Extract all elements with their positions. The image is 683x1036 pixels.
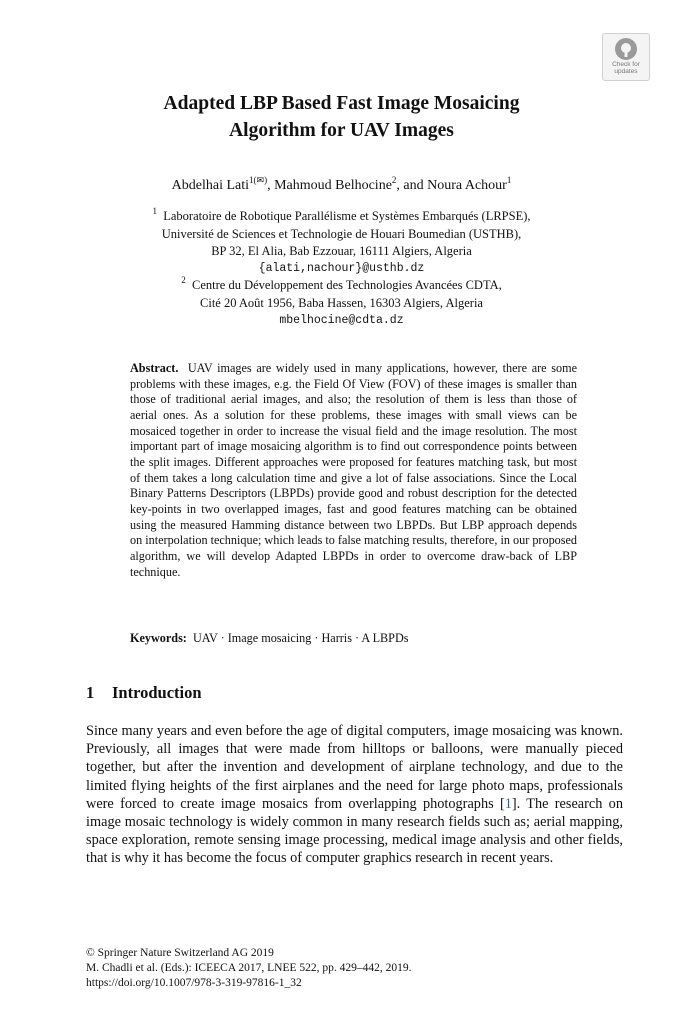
title-line-2: Algorithm for UAV Images <box>229 120 454 141</box>
badge-label-line2: updates <box>614 68 638 75</box>
check-for-updates-icon <box>614 37 638 61</box>
affiliation-1-line-1: $^1$ Laboratoire de Robotique Parallélisme et Systèmes Embarqués (LRPSE), <box>152 206 531 223</box>
intro-paragraph: Since many years and even before the age of digital computers, image mosaicing was known. Previously, all images that were made from hilltops or balloons, were manually pieced together, but after the invention and development of airplane technology, and due to the limited flying heights of the first airplanes and the need for large photo maps, professionals were forced to create image mosaics from overlapping photographs [1]. The research on image mosaic technology is widely common in many research fields such as; aerial mapping, space exploration, remote sensing image processing, medical image analysis and other fields, that is why it has become the focus of computer graphics research in recent years. <box>86 723 623 867</box>
affiliations <box>0 208 683 329</box>
copyright-line: © Springer Nature Switzerland AG 2019 <box>86 947 274 959</box>
affiliation-1-mark: 1 <box>152 206 157 216</box>
affiliation-2-line-2: Cité 20 Août 1956, Baba Hassen, 16303 Algiers, Algeria <box>200 296 483 310</box>
corresponding-author-icon: (✉) <box>253 175 268 185</box>
author-list <box>0 177 683 195</box>
badge-label-line1: Check for <box>612 61 640 68</box>
affiliation-1-line-3: BP 32, El Alia, Bab Ezzouar, 16111 Algiers, Algeria <box>211 244 472 258</box>
author-1: Abdelhai Lati <box>171 178 250 193</box>
paper-title <box>0 90 683 144</box>
abstract <box>130 361 577 580</box>
affiliation-2-line-1: $^2$ Centre du Développement des Technologies Avancées CDTA, <box>181 275 502 292</box>
check-for-updates-badge[interactable] <box>602 33 650 81</box>
citation-link[interactable]: 1 <box>504 795 512 812</box>
footer <box>86 946 412 991</box>
doi-link[interactable]: https://doi.org/10.1007/978-3-319-97816-1_32 <box>86 977 302 989</box>
affiliation-1-line-2: Université de Sciences et Technologie de Houari Boumedian (USTHB), <box>161 227 522 241</box>
section-number: 1 <box>86 683 95 702</box>
section-title: Introduction <box>112 683 202 702</box>
section-heading <box>86 682 202 704</box>
author-1-affil-mark: 1 <box>249 175 254 185</box>
affiliation-2-email[interactable]: mbelhocine@cdta.dz <box>279 314 404 327</box>
author-2: , Mahmoud Belhocine <box>267 178 392 193</box>
author-3-affil-mark: 1 <box>506 175 512 185</box>
keywords <box>130 630 577 646</box>
keywords-label: Keywords: <box>130 631 187 645</box>
title-line-1: Adapted LBP Based Fast Image Mosaicing <box>163 93 520 114</box>
affiliation-2-mark: 2 <box>181 275 186 285</box>
keywords-text: UAV · Image mosaicing · Harris · A LBPDs <box>192 631 409 645</box>
abstract-text: UAV images are widely used in many applications, however, there are some problems with these images, e.g. the Field Of View (FOV) of these images is smaller than those of traditional aerial images, and also; the resolution of them is less than those of aerial ones. As a solution for these problems, these images with small views can be mosaiced together in order to increase the visual field and the image resolution. The most important part of image mosaicing algorithm is to find out correspondence points between the split images. Different approaches were proposed for features matching task, but most of them takes a long calculation time and give a lot of false associations. Since the Local Binary Patterns Descriptors (LBPDs) provide good and robust description for the detected key-points in two overlapped images, fast and good features matching can be obtained using the measured Hamming distance between two LBPDs. But LBP approach depends on interpolation technique; which leads to false matching results, therefore, in our proposed algorithm, we will develop Adapted LBPDs in order to overcome draw-back of LBP technique. <box>130 361 577 579</box>
introduction-text <box>86 722 623 868</box>
abstract-label: Abstract. <box>130 361 179 375</box>
author-3: , and Noura Achour <box>396 178 507 193</box>
author-2-affil-mark: 2 <box>391 175 397 185</box>
affiliation-1-email[interactable]: {alati,nachour}@usthb.dz <box>258 262 425 275</box>
citation-line: M. Chadli et al. (Eds.): ICEECA 2017, LNEE 522, pp. 429–442, 2019. <box>86 962 412 974</box>
